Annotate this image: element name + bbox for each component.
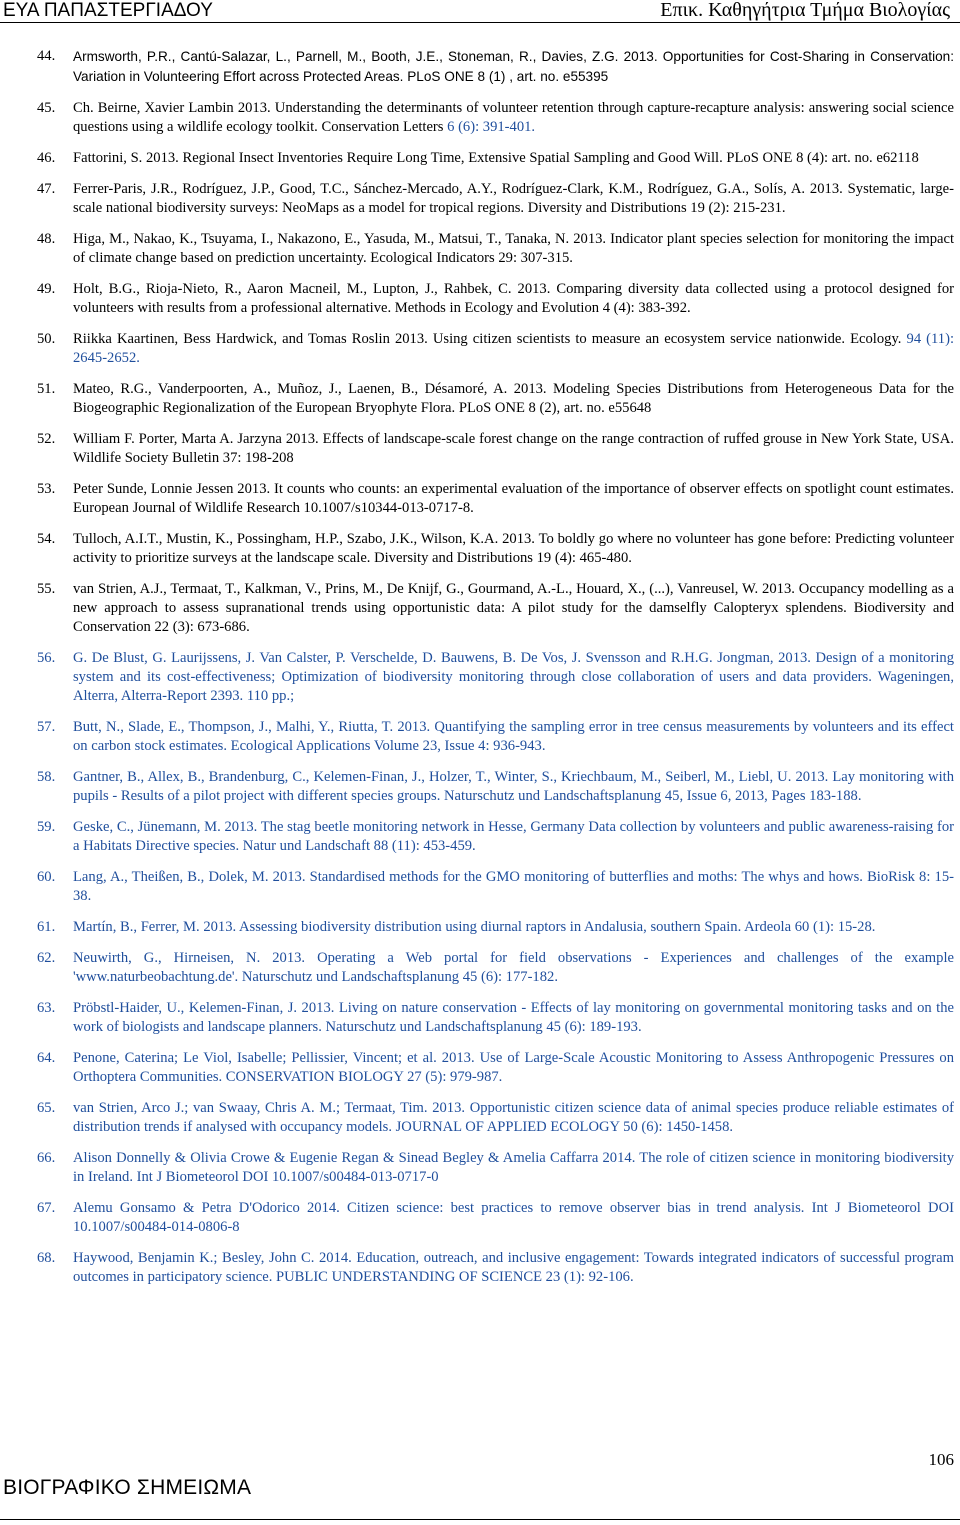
reference-text: Ferrer-Paris, J.R., Rodríguez, J.P., Good, T.C., Sánchez-Mercado, A.Y., Rodríguez-Clark, K.M., Rodríguez, G.A., Solís, A. 2013. Systematic, large-scale national biodiversity surveys: NeoMaps as a model for tropical regions. Diversity and Distributions 19 (2): 215-231. (73, 181, 954, 216)
reference-number: 57. (37, 719, 56, 735)
footer-divider (0, 1519, 960, 1520)
reference-text: Martín, B., Ferrer, M. 2013. Assessing biodiversity distribution using diurnal raptors in Andalusia, southern Spain. Ardeola 60 (1): 15-28. (73, 919, 876, 935)
reference-number: 66. (37, 1150, 56, 1166)
reference-text: Neuwirth, G., Hirneisen, N. 2013. Operating a Web portal for field observations - Experiences and challenges of the example 'www.naturbeobachtung.de'. Naturschutz und Landschaftsplanung 45 (6): 177-182. (73, 950, 954, 985)
reference-number: 62. (37, 950, 56, 966)
reference-number: 52. (37, 431, 56, 447)
reference-item (0, 949, 960, 987)
reference-number: 67. (37, 1200, 56, 1216)
reference-item (0, 530, 960, 568)
page-number: 106 (928, 1450, 954, 1469)
reference-text: Haywood, Benjamin K.; Besley, John C. 2014. Education, outreach, and inclusive engagement: Towards integrated indicators of successful program outcomes in participatory science. PUBLIC UNDERSTANDING OF SCIENCE 23 (1): 92-106. (73, 1250, 954, 1285)
reference-number: 54. (37, 531, 56, 547)
reference-number: 59. (37, 819, 56, 835)
reference-item (0, 280, 960, 318)
reference-text: Alemu Gonsamo & Petra D'Odorico 2014. Citizen science: best practices to remove observer bias in trend analysis. Int J Biometeorol DOI 10.1007/s00484-014-0806-8 (73, 1200, 954, 1235)
reference-item (0, 818, 960, 856)
reference-item (0, 1149, 960, 1187)
reference-number: 58. (37, 769, 56, 785)
reference-text: Pröbstl-Haider, U., Kelemen-Finan, J. 2013. Living on nature conservation - Effects of lay monitoring on governmental monitoring tasks and on the work of biologists and landscape planners. Naturschutz und Landschaftsplanung 45 (6): 189-193. (73, 1000, 954, 1035)
reference-number: 51. (37, 381, 56, 397)
reference-number: 60. (37, 869, 56, 885)
reference-number: 65. (37, 1100, 56, 1116)
page-footer: ΒΙΟΓΡΑΦΙΚΟ ΣΗΜΕΙΩΜΑ (3, 1476, 252, 1499)
reference-item (0, 180, 960, 218)
reference-item (0, 330, 960, 368)
reference-item (0, 230, 960, 268)
reference-number: 48. (37, 231, 56, 247)
reference-text: van Strien, A.J., Termaat, T., Kalkman, V., Prins, M., De Knijf, G., Gourmand, A.-L., Houard, X., (...), Vanreusel, W. 2013. Occupancy modelling as a new approach to assess supranational trends using opportunistic data: A pilot study for the damselfly Calopteryx splendens. Biodiversity and Conservation 22 (3): 673-686. (73, 581, 954, 635)
reference-text: Ch. Beirne, Xavier Lambin 2013. Understanding the determinants of volunteer retention through capture-recapture analysis: answering social science questions using a wildlife ecology toolkit. Conservation Letters (73, 100, 954, 135)
reference-text: Fattorini, S. 2013. Regional Insect Inventories Require Long Time, Extensive Spatial Sampling and Good Will. PLoS ONE 8 (4): art. no. e62118 (73, 150, 919, 166)
reference-text: Higa, M., Nakao, K., Tsuyama, I., Nakazono, E., Yasuda, M., Matsui, T., Tanaka, N. 2013. Indicator plant species selection for monitoring the impact of climate change based on prediction uncertainty. Ecological Indicators 29: 307-315. (73, 231, 954, 266)
page-header (0, 0, 960, 23)
reference-item (0, 868, 960, 906)
reference-item (0, 1249, 960, 1287)
reference-text: Mateo, R.G., Vanderpoorten, A., Muñoz, J., Laenen, B., Désamoré, A. 2013. Modeling Species Distributions from Heterogeneous Data for the Biogeographic Regionalization of the European Bryophyte Flora. PLoS ONE 8 (2), art. no. e55648 (73, 381, 954, 416)
reference-text: Peter Sunde, Lonnie Jessen 2013. It counts who counts: an experimental evaluation of the importance of observer effects on spotlight count estimates. European Journal of Wildlife Research 10.1007/s10344-013-0717-8. (73, 481, 954, 516)
reference-item (0, 1049, 960, 1087)
reference-text: Gantner, B., Allex, B., Brandenburg, C., Kelemen-Finan, J., Holzer, T., Winter, S., Kriechbaum, M., Seiberl, M., Liebl, U. 2013. Lay monitoring with pupils - Results of a pilot project with different species groups. Naturschutz und Landschaftsplanung 45, Issue 6, 2013, Pages 183-188. (73, 769, 954, 804)
reference-volume-pages: 94 (11): 2645-2652. (73, 331, 955, 366)
reference-text: Alison Donnelly & Olivia Crowe & Eugenie Regan & Sinead Begley & Amelia Caffarra 2014. The role of citizen science in monitoring biodiversity in Ireland. Int J Biometeorol DOI 10.1007/s00484-013-0717-0 (73, 1150, 954, 1185)
reference-text: William F. Porter, Marta A. Jarzyna 2013. Effects of landscape-scale forest change on the range contraction of ruffed grouse in New York State, USA. Wildlife Society Bulletin 37: 198-208 (73, 431, 954, 466)
reference-number: 46. (37, 150, 56, 166)
reference-item (0, 649, 960, 706)
reference-item (0, 480, 960, 518)
reference-item (0, 580, 960, 637)
reference-number: 53. (37, 481, 56, 497)
reference-number: 68. (37, 1250, 56, 1266)
reference-item (0, 718, 960, 756)
reference-text: Armsworth, P.R., Cantú-Salazar, L., Parnell, M., Booth, J.E., Stoneman, R., Davies, Z.G. 2013. Opportunities for Cost-Sharing in Conservation: Variation in Volunteering Effort across Protected Areas. PLoS ONE 8 (1) , art. no. e55395 (73, 49, 954, 84)
reference-text: Geske, C., Jünemann, M. 2013. The stag beetle monitoring network in Hesse, Germany Data collection by volunteers and public awareness-raising for a Habitats Directive species. Natur und Landschaft 88 (11): 453-459. (73, 819, 954, 854)
reference-item (0, 99, 960, 137)
reference-number: 56. (37, 650, 56, 666)
reference-text: Penone, Caterina; Le Viol, Isabelle; Pellissier, Vincent; et al. 2013. Use of Large-Scale Acoustic Monitoring to Assess Anthropogenic Pressures on Orthoptera Communities. CONSERVATION BIOLOGY 27 (5): 979-987. (73, 1050, 954, 1085)
header-author-name: ΕΥΑ ΠΑΠΑΣΤΕΡΓΙΑΔΟΥ (3, 0, 213, 21)
reference-number: 64. (37, 1050, 56, 1066)
reference-item (0, 149, 960, 168)
header-author-title: Επικ. Καθηγήτρια Τμήμα Βιολογίας (660, 0, 950, 21)
reference-number: 63. (37, 1000, 56, 1016)
reference-number: 55. (37, 581, 56, 597)
reference-text: Tulloch, A.I.T., Mustin, K., Possingham, H.P., Szabo, J.K., Wilson, K.A. 2013. To boldly go where no volunteer has gone before: Predicting volunteer activity to prioritize surveys at the landscape scale. Diversity and Distributions 19 (4): 465-480. (73, 531, 954, 566)
reference-number: 50. (37, 331, 56, 347)
reference-text: G. De Blust, G. Laurijssens, J. Van Calster, P. Verschelde, D. Bauwens, B. De Vos, J. Svensson and R.H.G. Jongman, 2013. Design of a monitoring system and its cost-effectiveness; Optimization of biodiversity monitoring through close collaboration of users and data providers. Wageningen, Alterra, Alterra-Report 2393. 110 pp.; (73, 650, 954, 704)
reference-item (0, 1199, 960, 1237)
reference-item (0, 430, 960, 468)
reference-list (0, 47, 960, 1299)
reference-text: van Strien, Arco J.; van Swaay, Chris A. M.; Termaat, Tim. 2013. Opportunistic citizen science data of animal species produce reliable estimates of distribution trends if analysed with occupancy models. JOURNAL OF APPLIED ECOLOGY 50 (6): 1450-1458. (73, 1100, 954, 1135)
reference-item (0, 768, 960, 806)
reference-number: 61. (37, 919, 56, 935)
reference-item (0, 380, 960, 418)
reference-item (0, 1099, 960, 1137)
reference-volume-pages: 6 (6): 391-401. (443, 119, 536, 135)
reference-text: Riikka Kaartinen, Bess Hardwick, and Tomas Roslin 2013. Using citizen scientists to measure an ecosystem service nationwide. Ecology. (73, 331, 902, 347)
reference-item (0, 918, 960, 937)
reference-number: 44. (37, 48, 56, 64)
reference-number: 45. (37, 100, 56, 116)
reference-item (0, 999, 960, 1037)
reference-number: 49. (37, 281, 56, 297)
reference-item (0, 47, 960, 87)
reference-text: Lang, A., Theißen, B., Dolek, M. 2013. Standardised methods for the GMO monitoring of butterflies and moths: The whys and hows. BioRisk 8: 15-38. (73, 869, 954, 904)
reference-number: 47. (37, 181, 56, 197)
reference-text: Holt, B.G., Rioja-Nieto, R., Aaron Macneil, M., Lupton, J., Rahbek, C. 2013. Comparing diversity data collected using a protocol designed for volunteers with results from a professional alternative. Methods in Ecology and Evolution 4 (4): 383-392. (73, 281, 954, 316)
reference-text: Butt, N., Slade, E., Thompson, J., Malhi, Y., Riutta, T. 2013. Quantifying the sampling error in tree census measurements by volunteers and its effect on carbon stock estimates. Ecological Applications Volume 23, Issue 4: 936-943. (73, 719, 954, 754)
